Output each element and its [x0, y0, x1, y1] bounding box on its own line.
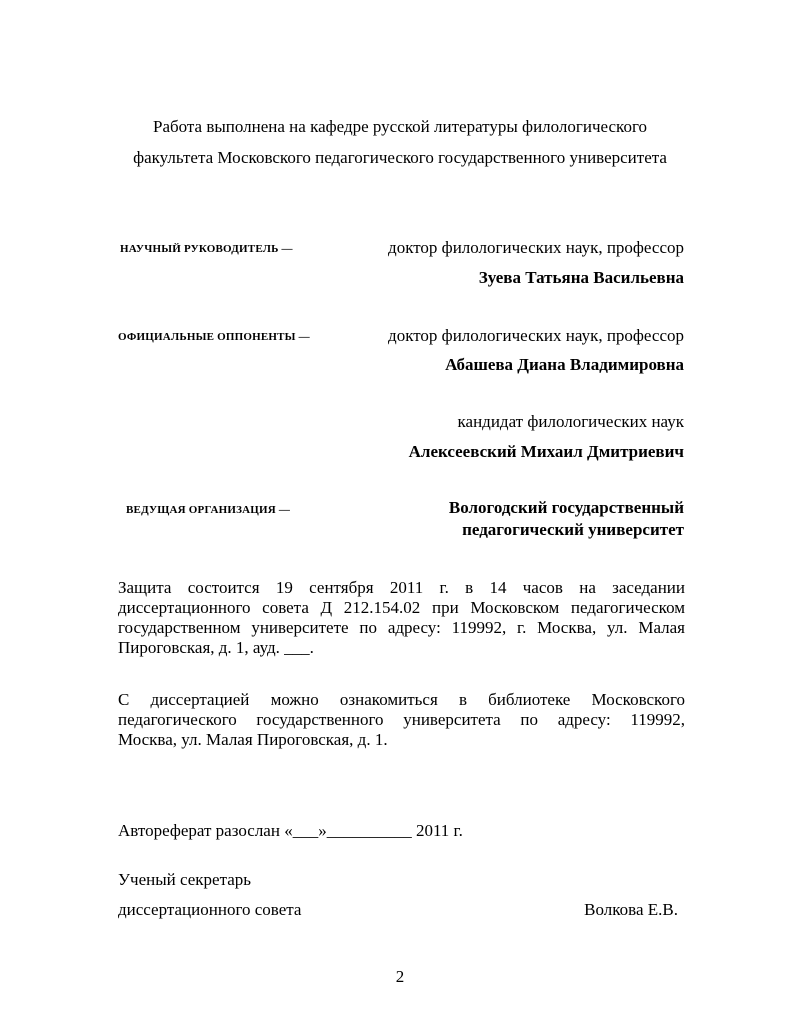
secretary-name: Волкова Е.В.	[584, 900, 678, 919]
opponent-1-name: Абашева Диана Владимировна	[445, 355, 684, 374]
library-line-1: С диссертацией можно ознакомиться в библиотеке Московского	[118, 690, 685, 709]
opponent-2-degree: кандидат филологических наук	[457, 412, 684, 431]
lead-org-line-1: Вологодский государственный	[448, 498, 684, 517]
header-line-2: факультета Московского педагогического государственного университета	[133, 148, 667, 167]
secretary-title-line-1: Ученый секретарь	[118, 870, 252, 889]
lead-org-line-2: педагогический университет	[462, 520, 684, 539]
defense-line-1: Защита состоится 19 сентября 2011 г. в 14 часов на заседании	[118, 578, 685, 597]
supervisor-name: Зуева Татьяна Васильевна	[478, 268, 684, 287]
opponent-1-degree: доктор филологических наук, профессор	[388, 326, 684, 345]
opponents-role-label: ОФИЦИАЛЬНЫЕ ОППОНЕНТЫ —	[118, 331, 310, 343]
library-paragraph	[118, 690, 685, 750]
supervisor-degree: доктор филологических наук, профессор	[388, 238, 684, 257]
header-line-1: Работа выполнена на кафедре русской литературы филологического	[152, 117, 647, 136]
secretary-title-line-2: диссертационного совета	[118, 900, 302, 919]
library-line-3: Москва, ул. Малая Пироговская, д. 1.	[118, 730, 388, 749]
lead-org-role-label: ВЕДУЩАЯ ОРГАНИЗАЦИЯ —	[126, 504, 291, 516]
library-line-2: педагогического государственного университета по адресу: 119992,	[118, 710, 685, 729]
defense-line-2: диссертационного совета Д 212.154.02 при Московском педагогическом	[118, 598, 685, 617]
mailing-date: Автореферат разослан «___»__________ 2011 г.	[118, 821, 463, 840]
defense-line-4: Пироговская, д. 1, ауд. ___.	[118, 638, 314, 657]
opponent-2-name: Алексеевский Михаил Дмитриевич	[408, 442, 684, 461]
defense-paragraph	[118, 578, 685, 658]
page-number: 2	[395, 967, 405, 986]
supervisor-role-label: НАУЧНЫЙ РУКОВОДИТЕЛЬ —	[120, 243, 293, 255]
defense-line-3: государственном университете по адресу: 119992, г. Москва, ул. Малая	[118, 618, 685, 637]
